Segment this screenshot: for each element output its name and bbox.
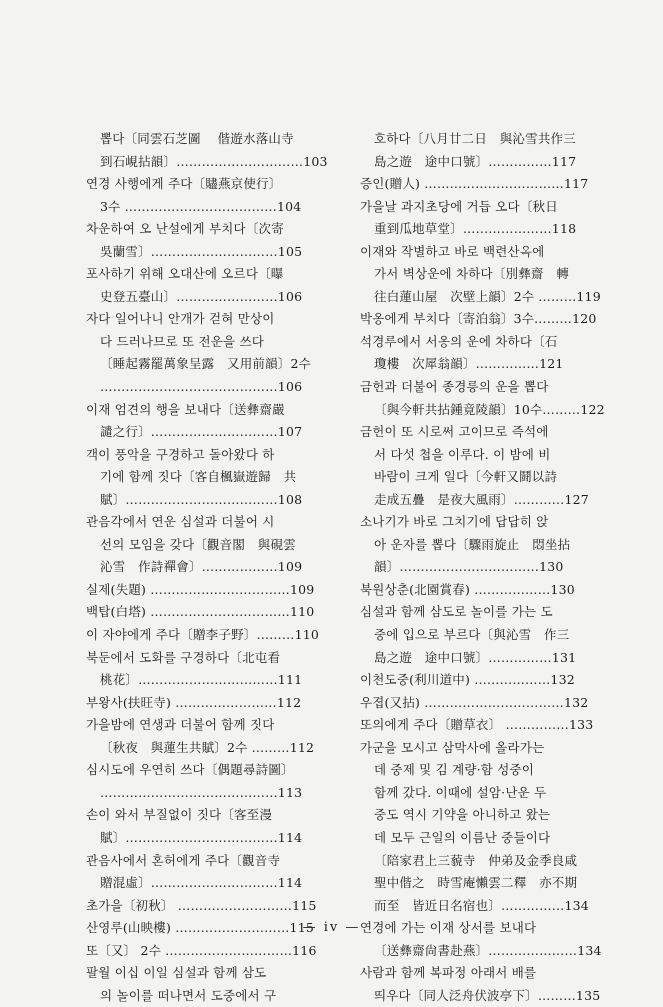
index-entry-line: 〔睡起霧罷萬象呈露 又用前韻〕2수 [100, 356, 311, 372]
index-entry-line: 소나기가 바로 그치기에 답답히 앉 [360, 514, 549, 530]
index-entry-line: 走成五疊 是夜大風雨〕…………127 [374, 491, 589, 507]
index-entry-line: 〔與今軒共拈鍾竟陵韻〕10수………122 [374, 401, 605, 417]
index-entry-line: 북원상춘(北園賞春) ………………130 [360, 581, 575, 597]
index-entry-line: 연경에 가는 이재 상서를 보내다 [360, 920, 537, 936]
index-entry-line: 이재 엄견의 행을 보내다〔送彝齋嚴 [86, 401, 285, 417]
index-entry-line: 우졉(又拈) ……………………………132 [360, 694, 589, 710]
index-entry-line: 부왕사(扶旺寺) ……………………112 [86, 694, 302, 710]
index-entry-line: 桃花〕……………………………111 [100, 672, 303, 688]
index-entry-line: 관음사에서 혼허에게 주다〔觀音寺 [86, 852, 281, 868]
index-entry-line: 팔월 이십 이일 심설과 함께 삼도 [86, 965, 267, 981]
index-entry-line: 到石峴拈韻〕…………………………103 [100, 153, 328, 169]
index-entry-line: 가을밤에 연생과 더불어 함께 짓다 [86, 717, 275, 733]
index-entry-line: 함께 갔다. 이때에 설암·난운 두 [374, 784, 547, 800]
index-entry-line: 沁雪 作詩禪會〕………………109 [100, 559, 303, 575]
index-entry-line: 譴之行〕…………………………107 [100, 424, 303, 440]
index-entry-line: 심시도에 우연히 쓰다〔偶題尋詩圖〕 [86, 762, 294, 778]
index-entry-line: ……………………………………106 [100, 379, 303, 395]
index-entry-line: 島之遊 途中口號〕……………131 [374, 649, 577, 665]
index-entry-line: 聖中偕之 時雪庵懶雲二釋 亦不期 [374, 875, 578, 891]
index-entry-line: 관음각에서 연운 심설과 더불어 시 [86, 514, 275, 530]
index-entry-line: 초가을〔初秋〕 ………………………115 [86, 897, 317, 913]
index-entry-line: 백탑(白塔) ……………………………110 [86, 604, 315, 620]
index-entry-line: 데 모두 근일의 이름난 중들이다 [374, 829, 551, 845]
index-entry-line: 다 드러나므로 또 전운을 쓰다 [100, 333, 264, 349]
index-entry-line: 贈混虛〕…………………………114 [100, 875, 303, 891]
index-entry-line: 韻〕……………………………130 [374, 559, 564, 575]
index-entry-line: 호하다〔八月廿二日 與沁雪共作三 [374, 131, 576, 146]
index-entry-line: 선의 모임을 갖다〔觀音閣 與硯雲 [100, 536, 296, 552]
index-entry-line: 증인(贈人) ……………………………117 [360, 176, 589, 192]
index-entry-line: 3수 ………………………………104 [100, 198, 302, 214]
index-entry-line: 포사하기 위해 오대산에 오르다〔曝 [86, 266, 284, 282]
index-entry-line: 島之遊 途中口號〕……………117 [374, 153, 577, 169]
index-entry-line: 연경 사행에게 주다〔贐燕京使行〕 [86, 176, 282, 192]
index-entry-line: 또〔又〕 2수 …………………………116 [86, 942, 317, 958]
index-entry-line: 금헌과 더불어 종경릉의 운을 뽑다 [360, 379, 549, 395]
index-entry-line: 박옹에게 부치다〔寄泊翁〕3수………120 [360, 311, 597, 327]
index-entry-line: 史登五臺山〕……………………106 [100, 288, 303, 304]
index-entry-line: 차운하여 오 난설에게 부치다〔次寄 [86, 221, 284, 237]
index-entry-line: 객이 풍악을 구경하고 돌아왔다 하 [86, 446, 275, 462]
index-entry-line: 데 중제 및 김 계량·함 성중이 [374, 762, 535, 778]
index-entry-line: 賦〕………………………………108 [100, 491, 303, 507]
index-entry-line: 賦〕………………………………114 [100, 829, 303, 845]
index-entry-line: 瓊樓 次犀翁韻〕……………121 [374, 356, 564, 372]
index-entry-line: 심설과 함께 삼도로 놀이를 가는 도 [360, 604, 553, 620]
index-entry-line: 서 다섯 첩을 이루다. 이 밤에 비 [374, 446, 551, 462]
index-entry-line: 띄우다〔同人泛舟伏波亭下〕………135 [374, 987, 601, 1003]
index-entry-line: 而至 皆近日名宿也〕……………134 [374, 897, 589, 913]
index-entry-line: 손이 와서 부질없이 짓다〔客至漫 [86, 807, 273, 823]
index-entry-line: 가서 벽상운에 차하다〔別彝齋 轉 [374, 266, 570, 282]
index-entry-line: 〔送彝齋尙書赴燕〕…………………134 [374, 942, 602, 958]
index-entry-line: 吳蘭雪〕…………………………105 [100, 243, 303, 259]
index-entry-line: 사람과 함께 복파정 아래서 배를 [360, 965, 537, 981]
index-entry-line: 또의에게 주다〔贈草衣〕 ……………133 [360, 717, 594, 733]
index-entry-line: 산영루(山映樓) ………………………115 [86, 920, 315, 936]
index-column-left [86, 128, 334, 1007]
index-entry-line: 아 운자를 뽑다〔驟雨旋止 悶坐拈 [374, 536, 571, 552]
index-entry-line: 금헌이 또 시로써 고이므로 즉석에 [360, 424, 549, 440]
index-column-right [360, 128, 608, 1007]
index-entry-line: 자다 일어나니 안개가 걷혀 만상이 [86, 311, 275, 327]
index-entry-line: 重到瓜地草堂〕…………………118 [374, 221, 577, 237]
index-entry-line: 중도 역시 기약을 아니하고 왔는 [374, 807, 551, 823]
index-entry-line: 가을날 과지초당에 거듭 오다〔秋日 [360, 198, 558, 214]
page-number: — iv — [302, 920, 361, 935]
index-entry-line: 실제(失題) ……………………………109 [86, 581, 315, 597]
index-entry-line: 이재와 작별하고 바로 백련산옥에 [360, 243, 545, 259]
index-entry-line: 뽑다〔同雲石芝圖 偕遊水落山寺 [100, 131, 294, 146]
index-entry-line: 중에 입으로 부르다〔與沁雪 作三 [374, 627, 570, 643]
index-entry-line: 북둔에서 도화를 구경하다〔北屯看 [86, 649, 281, 665]
index-entry-line: 이 자야에게 주다〔贈李子野〕………110 [86, 627, 320, 643]
index-entry-line: 석경루에서 서옹의 운에 차하다〔石 [360, 333, 558, 349]
index-entry-line: ……………………………………113 [100, 784, 303, 800]
index-entry-line: 往白蓮山屋 次壁上韻〕2수 ………119 [374, 288, 601, 304]
index-entry-line: 가군을 모시고 삼막사에 올라가는 [360, 739, 545, 755]
index-entry-line: 바람이 크게 일다〔今軒又鬪以詩 [374, 469, 558, 485]
index-entry-line: 의 놀이를 떠나면서 도중에서 구 [100, 987, 277, 1003]
index-entry-line: 기에 함께 짓다〔客自楓嶽遊歸 共 [100, 469, 297, 485]
index-entry-line: 〔陪家君上三藐寺 仲弟及金季良咸 [374, 852, 578, 868]
index-entry-line: 이천도중(利川道中) ………………132 [360, 672, 575, 688]
index-entry-line: 〔秋夜 與蓮生共賦〕2수 ………112 [100, 739, 315, 755]
